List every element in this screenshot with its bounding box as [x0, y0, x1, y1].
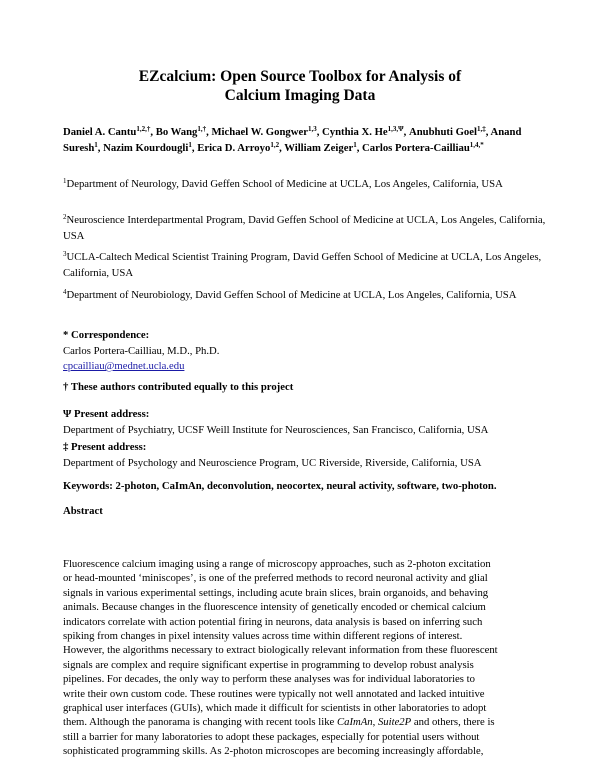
author-name: Bo Wang: [155, 126, 198, 138]
title-line-1: EZcalcium: Open Source Toolbox for Analysis of: [138, 68, 462, 85]
abstract-line: signals are complex and require significant expertise in programming to develop robust analysis: [63, 658, 474, 671]
present-address-text: Department of Psychology and Neuroscience Program, UC Riverside, Riverside, California, USA: [63, 456, 482, 469]
author-affiliation-marker: 1: [188, 140, 192, 149]
abstract-line: sophisticated programming skills. As 2-photon microscopes are becoming increasingly affordable,: [63, 745, 484, 758]
author-separator: ,: [356, 141, 363, 154]
present-address-text: Department of Psychiatry, UCSF Weill Institute for Neurosciences, San Francisco, California, USA: [63, 423, 489, 436]
abstract-line: Fluorescence calcium imaging using a range of microscopy approaches, such as 2-photon excitation: [63, 558, 491, 570]
affiliation-text: Neuroscience Interdepartmental Program, David Geffen School of Medicine at UCLA, Los Angeles, California, USA: [63, 214, 546, 242]
author-name: Michael W. Gongwer: [211, 126, 308, 138]
author-affiliation-marker: 1,2,†: [136, 125, 151, 133]
abstract-line: pipelines. For decades, the only way to perform these analyses was for individual laboratories to: [63, 673, 475, 686]
present-address-1: [63, 407, 558, 438]
abstract-line-part: and others, there is: [411, 716, 495, 729]
affiliation-2: [63, 213, 553, 244]
equal-contribution-note: † These authors contributed equally to this project: [63, 381, 294, 393]
affiliation-text: Department of Neurobiology, David Geffen School of Medicine at UCLA, Los Angeles, California, USA: [66, 289, 517, 301]
affiliation-number: 3: [63, 250, 67, 258]
author-affiliation-marker: 1: [94, 140, 98, 149]
correspondence-heading: * Correspondence:: [63, 329, 150, 341]
author-name: William Zeiger: [284, 141, 354, 154]
author-name: Daniel A. Cantu: [63, 126, 137, 138]
affiliation-number: 1: [63, 177, 67, 185]
author-separator: ,: [150, 126, 156, 138]
abstract-line: or head-mounted ‘miniscopes’, is one of the preferred methods to record neuronal activity and glial: [63, 572, 488, 585]
abstract-line: spiking from changes in pixel intensity values across time within different regions of interest.: [63, 630, 463, 643]
correspondence-email-link[interactable]: cpcailliau@mednet.ucla.edu: [63, 360, 185, 372]
author-name: Anand Suresh: [63, 126, 522, 154]
author-separator: ,: [206, 126, 212, 138]
affiliation-4: [63, 288, 553, 304]
author-affiliation-marker: 1,†: [197, 125, 207, 133]
author-affiliation-marker: 1: [353, 140, 357, 149]
affiliation-1: [63, 177, 553, 193]
affiliation-3: [63, 250, 553, 281]
author-separator: ,: [191, 141, 198, 154]
author-separator: ,: [279, 141, 285, 154]
author-affiliation-marker: 1,4,*: [469, 140, 484, 149]
author-separator: ,: [485, 126, 491, 138]
present-address-2: [63, 440, 558, 471]
abstract-line: still a barrier for many laboratories to adopt these packages, especially for potential users without: [63, 730, 480, 743]
affiliation-text: UCLA-Caltech Medical Scientist Training Program, David Geffen School of Medicine at UCLA, Los Angeles, California, USA: [63, 251, 542, 279]
affiliation-number: 2: [63, 213, 67, 221]
paper-title: [0, 67, 600, 105]
author-affiliation-marker: 1,3: [307, 125, 317, 133]
abstract-line: write their own custom code. These routines were typically not well annotated and lacked intuitive: [63, 687, 485, 700]
abstract-line: graphical user interfaces (GUIs), which made it difficult for scientists in other laboratories to adopt: [63, 702, 487, 715]
keywords: Keywords: 2-photon, CaImAn, deconvolution, neocortex, neural activity, software, two-photon.: [63, 480, 497, 492]
affiliation-text: Department of Neurology, David Geffen School of Medicine at UCLA, Los Angeles, California, USA: [66, 178, 503, 190]
present-address-heading: ‡ Present address:: [63, 441, 147, 453]
author-name: Anubhuti Goel: [408, 126, 477, 138]
abstract-line: animals. Because changes in the fluorescence intensity of genetically encoded or chemical calcium: [63, 601, 486, 614]
author-separator: ,: [403, 126, 409, 138]
correspondence-name: Carlos Portera-Cailliau, M.D., Ph.D.: [63, 344, 220, 357]
author-affiliation-marker: 1,‡: [477, 125, 486, 133]
abstract-heading: Abstract: [63, 505, 103, 517]
author-name: Cynthia X. He: [322, 126, 388, 138]
author-separator: ,: [316, 126, 323, 138]
author-name: Carlos Portera-Cailliau: [362, 141, 470, 154]
correspondence-block: [63, 328, 558, 375]
abstract-line: signals in various experimental settings, including acute brain slices, brain organoids, and behaving: [63, 586, 489, 599]
abstract-body: [63, 557, 555, 759]
affiliation-number: 4: [63, 288, 67, 296]
abstract-line: indicators correlate with action potential firing in neurons, data analysis is based on inferring such: [63, 615, 483, 628]
author-name: Erica D. Arroyo: [197, 141, 271, 154]
abstract-line-tools: [63, 715, 555, 729]
author-list: [63, 125, 553, 156]
tool-name-caiman: CaImAn: [336, 716, 373, 729]
author-separator: ,: [97, 141, 104, 154]
abstract-line: However, the algorithms necessary to extract biologically relevant information from these fluorescent: [63, 644, 498, 657]
title-line-2: Calcium Imaging Data: [224, 87, 376, 104]
abstract-line-part: ,: [372, 716, 378, 729]
author-affiliation-marker: 1,2: [270, 140, 280, 149]
author-affiliation-marker: 1,3,Ψ: [387, 125, 404, 133]
abstract-line-part: them. Although the panorama is changing with recent tools like: [63, 716, 337, 729]
present-address-heading: Ψ Present address:: [63, 408, 150, 420]
tool-name-suite2p: Suite2P: [377, 716, 412, 729]
author-name: Nazim Kourdougli: [103, 141, 189, 154]
